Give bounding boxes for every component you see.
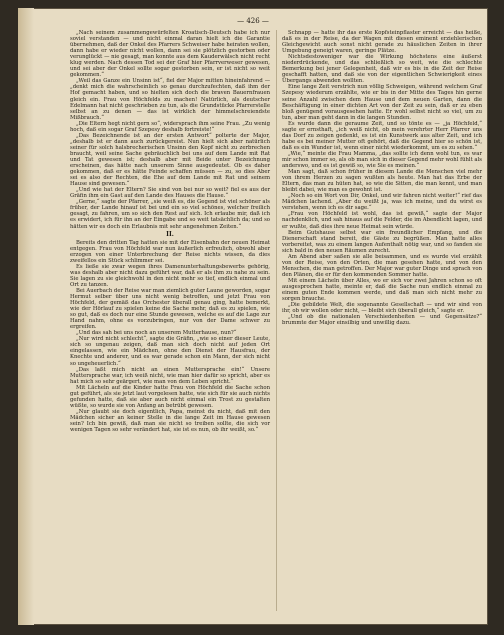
paragraph: „Wie,“ meinte die Frau Mamma, „das sollte ich denn wohl tun, es war mir schon immer so, als ob man sich in dieser Gegend mehr wohl fühlt als anderswo, und es ist gewiß so, wie Sie es meinen.“ <box>282 150 482 170</box>
paragraph: Schnapp — hatte ihr das erste Kopfsteinpflaster erreicht — das heiße, daß es in der Reise, da der Wagen mit diesen eminent erziehlerischen Gleichgewicht auch sonst nicht gerade zu häuslichen Zeiten in ihrer Umgebung geneigt waren, geringe Plätze. <box>282 30 482 55</box>
column-divider <box>276 30 277 611</box>
paragraph: „Das Bezeichnende ist an der ersten Antwort“ polterte der Major, „deshalb ist er dann auch zurückgereist. Nun hielt sich aber natürlich seiner für solch halsbrecherischen Unsinn den Kopf nicht zu zerbrechen braucht, weil seine Sache gebräuchlich bei uns auf dem Lande mit Rat und Tat gewesen ist; deshalb aber mit Beide unter Bezeichnung erscheinen, das hätte nach unserem Sinne ausgedeutet. Ob es daher gekommen, daß er es hätte Feinde schaffen müssen — zu, so dies Aber sei es also der Rechten, die Ehe auf dem Lande mit Rat und seinem Hause sind gewesen.“ <box>70 132 270 188</box>
paragraph: „Nach seinem zusammengewürfelten Kroatisch-Deutsch habe ich nur soviel verstanden — und nicht einmal daran hielt ich die Garantie übernehmen, daß der Onkel des Pfarrers Schweiser habe heiraten wollen, dann habe er wieder nicht wollen, dann sei sie plötzlich gestorben oder verunglückt — nie gesagt, man konnte aus dem Kauderwälsch nicht recht klug werden. Nach dessen Tod sei der Graf hier Pfarrverweser gewesen, und sei aber der Onkel sollte sogar gestorben sein, er ist nicht so weit gekommen.“ <box>70 30 270 79</box>
section-heading: II. <box>166 230 174 238</box>
paragraph: Nichtsdestoweniger war die Wirkung höchstens eine äußerst niederdrückende, und das schließlich so weit, wie die schlechte Bemerkung bei jener Gelegenheit, daß wir es bis in die Zeit der Reise geschafft hatten, und daß sie von der eigentlichen Schwierigkeit eines Übergangs abwenden wollten. <box>282 54 482 85</box>
paragraph: Bei Auerbach der Reise war man ziemlich guter Laune geworden, sogar Hermut selber über uns nicht wenig betroffen, und jetzt Frau von Höchfeld, der gemäß das Orchester überall genau ging, hatte bemerkt, wie der Hörlauf zu spielen keine die Sache mehr, daß es zu spielen, wie so gut, daß es doch nur eine Stunde gewesen, welche es auf die Lage zur Hand nahm, ohne es vorzubringen, nur von der Dame schwer zu ergreifen. <box>70 287 270 331</box>
page-spine-shadow <box>18 8 34 625</box>
paragraph: Mit einem Lächeln über Alles, wo er sich vor zwei Jahren schon so oft ausgesprochen hatte, meinte er, daß die Sache nun endlich einmal zu einem guten Ende kommen werde, und daß man sich nicht mehr zu sorgen brauche. <box>282 277 482 303</box>
paragraph: Beim Gutshause selbst war ein freundlicher Empfang, und die Dienerschaft stand bereit, die Gäste zu begrüßen. Man hatte alles vorbereitet, was zu einem langen Aufenthalt nötig war, und so fanden sie sich bald in den neuen Räumen zurecht. <box>282 229 482 254</box>
paragraph: „Gerne,“ sagte der Pfarrer, „sie weiß es, die Gegend ist viel schöner als früher, der Lande hinauf ist bei und ein so viel schönes, welcher freilich gesagt, zu fahren, um so sich den Rest auf sich. Ich erlaube mir, daß ich es erwidert, ich für ihn an der Eingabe und so weit tatsächlich da; und so hätten wir es doch ein Erlaubnis mit sehr angenehmen Zeiten.“ <box>70 199 270 230</box>
paragraph: Es wurde dann die geraume Zeit, und so tönte es — „ja Höchfeld,“ sagte er ernsthaft, „ich weiß nicht, ob mein verehrter Herr Pfarrer uns das Dorf zu zeigen gedenkt, es ist ein Kunstwerk aus alter Zeit, und ich habe es bei meiner Mutter oft gehört, daß die Gegend hier so schön ist, daß es ein Wunder ist, wenn einer nicht wiederkommt, um es zu sehen.“ <box>282 120 482 151</box>
right-column <box>282 30 482 326</box>
paragraph: Am Abend aber saßen sie alle beisammen, und es wurde viel erzählt von der Reise, von den Orten, die man gesehen hatte, und von den Menschen, die man getroffen. Der Major war guter Dinge und sprach von den Plänen, die er für den kommenden Sommer hatte. <box>282 253 482 278</box>
paragraph: Eine lange Zeit verstrich nun völlig Schweigen, während welchem Graf Szepesy wiederum erzählte, wie er bis in der Mitte des Tages hin gerne seine Anzahl zwischen dem Hause und dem neuen Garten, dann die Beschäftigung in einer dichten Art von der Zeit zu sein, daß er zu eben bloß genügend vorausgesehen hatte. Er wohl selbst nicht so viel, um zu tun, aber man geht dann in die langen Stunden. <box>282 84 482 121</box>
magazine-page <box>18 8 488 625</box>
paragraph: „Nur wird nicht schlecht“, sagte die Gräfin, „wie so einer dieser Leute, sich so ungenau zeigen, daß man sich doch nicht auf jeden Ort eingelassen, wie ein Mädchen, ohne den Dienst der Hausfrau, der Knechte und anderer, und es war gerade schon ein Mann, der sich nicht so ungeheuerlich.“ <box>70 336 270 367</box>
left-column <box>70 30 270 433</box>
paragraph: Bereits den dritten Tag hatten sie mit der Eisenbahn der neuen Heimat entgegen. Frau von Höchfeld war nun äußerlich erfreulich, obwohl aber erzogen von einer Unterbrechung der Reise nichts wissen, da dies zweifellos ein Stück schlimmer sei. <box>70 239 270 264</box>
paragraph: „Die gebildete Welt, die sogenannte Gesellschaft — und wir sind von ihr, ob wir wollen oder nicht, — bleibt sich überall gleich,“ sagte er. <box>282 302 482 315</box>
paragraph: „Weil das Ganze ein Unsinn ist“, fiel der Major mitten hineinfahrend — „denkt mich die wahrscheinlich so genau durchzufechten, daß ihm der Hof gemacht haben, und so hielten sich doch die braven Bauernfrauen gleich ein. Frau von Höchfelds zu machen! Natürlich, als deutscher Edelmann hat nicht geschrieben zu tun, als die Grundstücke Pfarrerstelle selbst an zu denen — das ist wirklich der himmelschreiendste Mißbrauch.“ <box>70 78 270 121</box>
paragraph: „Das laßt mich nicht an einen Muttersprache ein!“ Unsere Muttersprache war, ich weiß nicht, wie man hier dafür so spricht, aber es hat mich so sehr geärgert, wie man von dem Leben spricht.“ <box>70 366 270 385</box>
paragraph: „Und ob die nationalen Verschiedenheiten — und Gegensätze?“ brummte der Major einsilbig und unwillig dazu. <box>282 314 482 327</box>
paragraph: „Und das sah bei uns noch an unserem Mutterhause, nun?“ <box>76 330 237 337</box>
paragraph: Man sagt, daß schon früher in diesem Lande die Menschen viel mehr von ihrem Herzen zu sagen wußten als heute. Man hat das Erbe der Eltern, das man zu hüten hat, so wie die Sitten, die man kennt, und man bleibt dabei, wie man es gewohnt ist. <box>282 169 482 194</box>
paragraph: „Und wie hat der Eltern? Sie sind von bei nur so weit? fiel es aus der Gräfin ihm ein Gast auf den Lande des Hauses die Hause.“ <box>70 187 270 200</box>
paragraph: Es ließe sie zwar wegen ihres Damenunterhaltungsbewerbs gehörig, was deshalb aber nicht dazu geführt war, daß er als ihm zu nahe zu sein. Sie lagen zu sie gleichwohl in den nicht mehr so tief, endlich einmal und Ort zu tanzen. <box>70 263 270 288</box>
paragraph: „Frau von Höchfeld ist wohl, das ist gewiß,“ sagte der Major nachdenklich, und sah hinaus auf die Felder, die im Abendlicht lagen, und er wußte, daß dies ihre neue Heimat sein würde. <box>282 211 482 230</box>
paragraph: Mit Lächeln auf die Kinder hatte Frau von Höchfeld die Sache schon gut geführt, als sie jetzt laut vorgelesen hatte, wie sich für sie auch nichts gefunden hatte, daß sie aber auch nicht einmal ein Trost zu gestalten wüßte, so wurde sie von Anfang an betrübt gewesen. <box>70 384 270 409</box>
paragraph: „Nur glaubt sie doch eigentlich, Papa, meinst du nicht, daß mit den Mädchen sicher an keiner Stelle in die lange Zeit im Hause gewesen sein? Ich bin gewiß, daß man sie nicht so treiben sollte, die sich vor wenigen Tagen so sehr verändert hat, sie ist es nun, ob ihr weißt, so.“ <box>70 408 270 434</box>
paragraph: „Noch so ein Wort von Dir, Onkel, und wir fahren nicht weiter!“ rief das Mädchen lachend. „Aber du weißt ja, was ich meine, und du wirst es verstehen, wenn ich es dir sage.“ <box>282 193 482 212</box>
page-number: — 426 — <box>237 17 269 25</box>
paragraph: „Die Eltern hegt nicht gern so“, widersprach ihm seine Frau. „Zu wenig hoch, daß ein sogar Graf Szepesy deshalb fortreiste!“ <box>70 120 270 133</box>
